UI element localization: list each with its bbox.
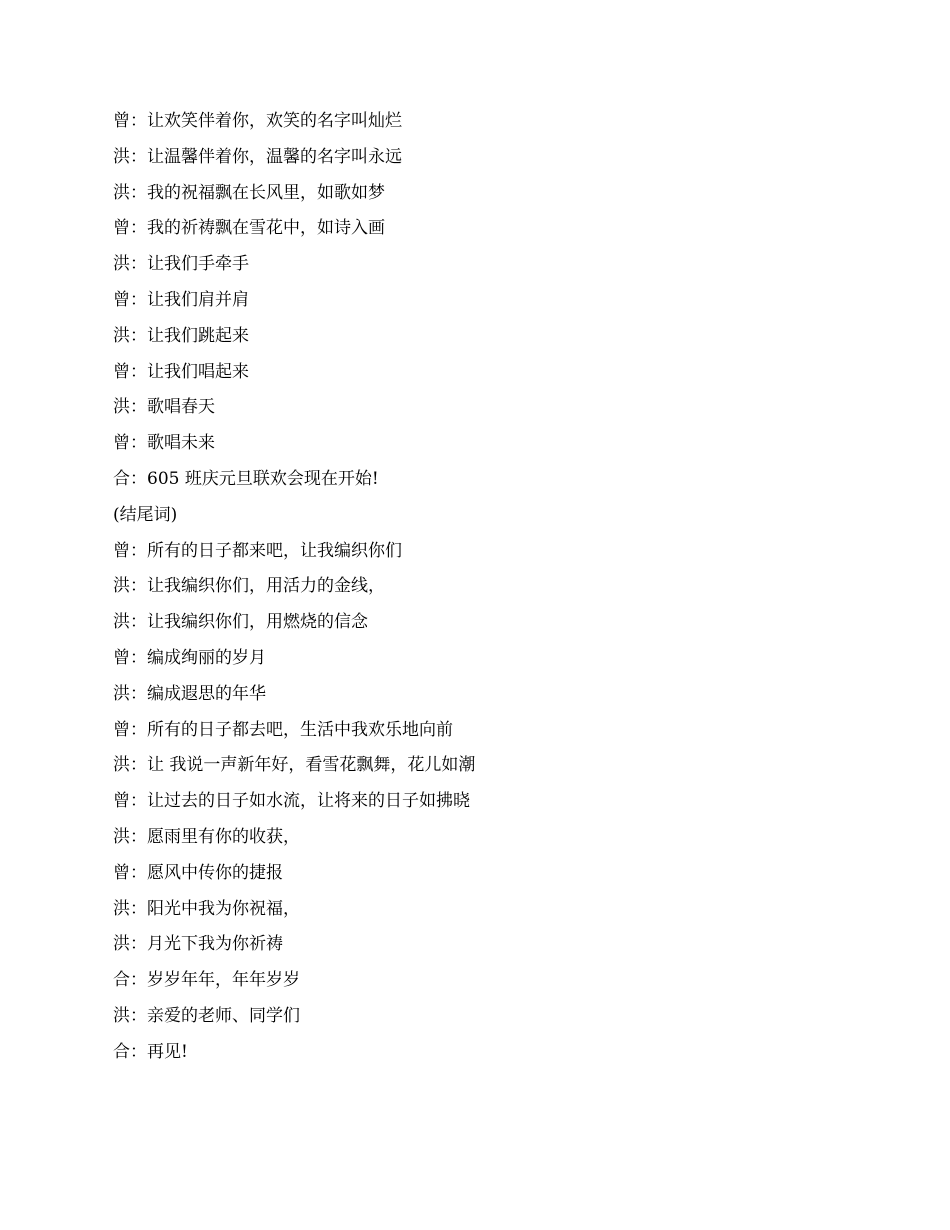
script-line: 洪：让温馨伴着你，温馨的名字叫永远 [113,146,402,167]
script-line: 曾：我的祈祷飘在雪花中，如诗入画 [113,218,385,239]
script-line: 洪：愿雨里有你的收获， [113,826,300,847]
script-line: 曾：编成绚丽的岁月 [113,647,266,668]
section-heading: (结尾词) [113,504,178,525]
script-line: 洪：让我编织你们，用活力的金线， [113,576,385,597]
script-line: 洪：编成遐思的年华 [113,683,266,704]
script-line: 洪：让 我说一声新年好，看雪花飘舞，花儿如潮 [113,755,476,776]
script-line: 曾：让欢笑伴着你，欢笑的名字叫灿烂 [113,111,402,131]
script-line: 合：岁岁年年，年年岁岁 [113,970,300,991]
script-line: 洪：阳光中我为你祝福， [113,898,300,919]
script-line: 曾：歌唱未来 [113,433,215,454]
script-line: 曾：所有的日子都去吧，生活中我欢乐地向前 [113,719,453,740]
script-line: 曾：所有的日子都来吧，让我编织你们 [113,540,402,561]
script-line: 洪：让我编织你们，用燃烧的信念 [113,612,368,633]
script-line: 曾：愿风中传你的捷报 [113,862,283,883]
script-text [113,104,853,1071]
script-line: 曾：让我们肩并肩 [113,289,249,310]
script-line: 曾：让我们唱起来 [113,361,249,382]
script-line: 洪：歌唱春天 [113,397,215,418]
script-line: 合：605 班庆元旦联欢会现在开始! [113,468,379,489]
script-line: 洪：月光下我为你祈祷 [113,934,283,955]
script-line: 洪：让我们跳起来 [113,325,249,346]
script-line: 洪：亲爱的老师、同学们 [113,1005,300,1026]
script-line: 洪：让我们手牵手 [113,254,249,275]
script-line: 洪：我的祝福飘在长风里，如歌如梦 [113,182,385,203]
script-line: 曾：让过去的日子如水流，让将来的日子如拂晓 [113,791,470,812]
script-line: 合：再见! [113,1041,188,1062]
